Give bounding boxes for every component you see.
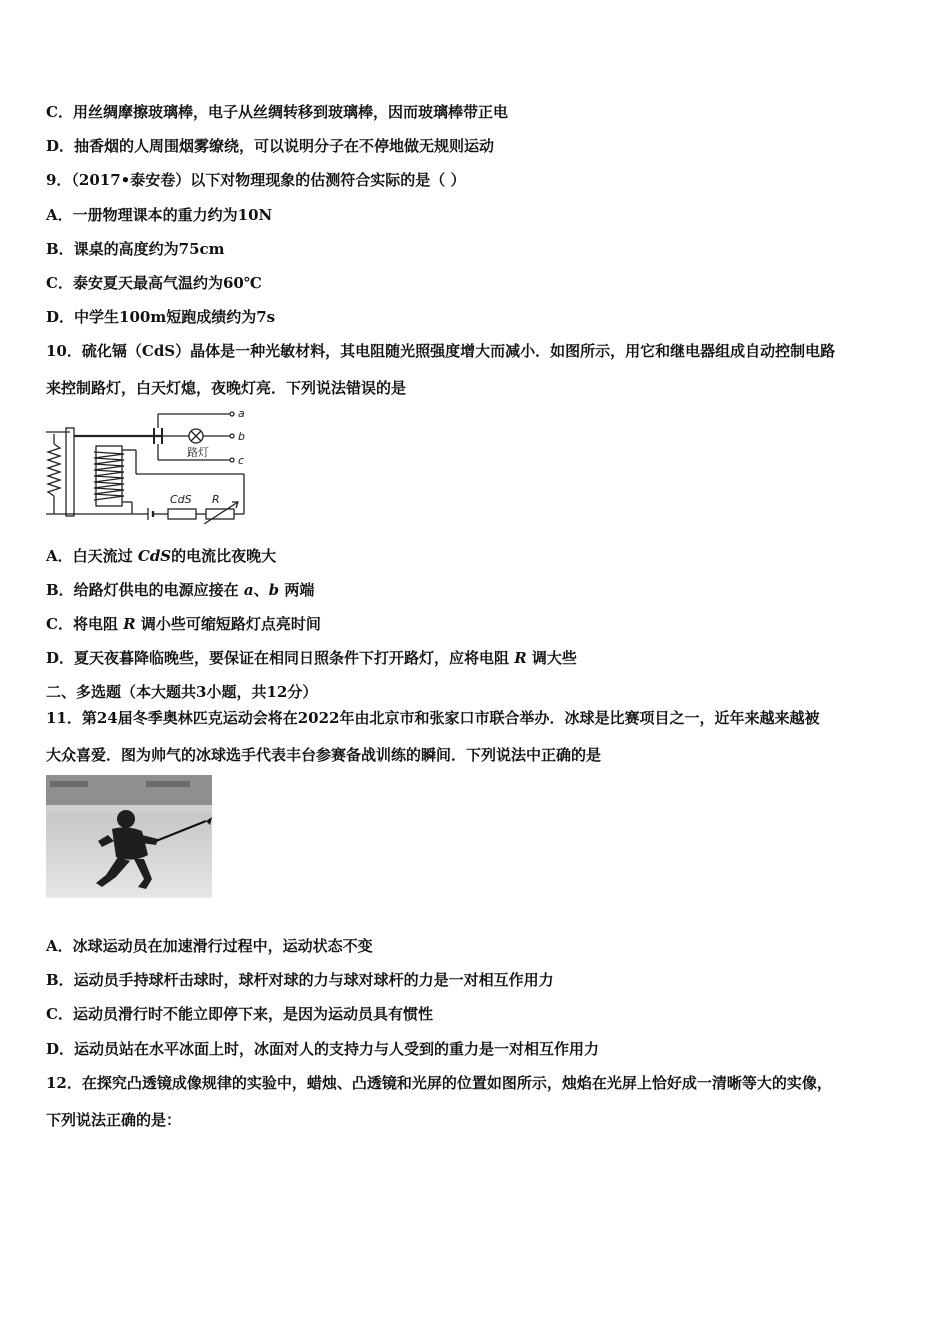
q9-option-d: D．中学生100m短跑成绩约为7s <box>46 308 276 326</box>
q8-option-d: D．抽香烟的人周围烟雾缭绕，可以说明分子在不停地做无规则运动 <box>46 137 495 155</box>
q10-option-d: D．夏天夜暮降临晚些，要保证在相同日照条件下打开路灯，应将电阻 R 调大些 <box>46 649 577 667</box>
q11-option-c: C．运动员滑行时不能立即停下来，是因为运动员具有惯性 <box>46 1005 433 1023</box>
r-label: R <box>212 493 220 506</box>
q11-option-d: D．运动员站在水平冰面上时，冰面对人的支持力与人受到的重力是一对相互作用力 <box>46 1040 600 1058</box>
q9-stem: 9．（2017•泰安卷）以下对物理现象的估测符合实际的是（ ） <box>46 171 466 189</box>
section-heading-multiple-choice: 二、多选题（本大题共3小题，共12分） <box>46 683 318 701</box>
q11-option-b: B．运动员手持球杆击球时，球杆对球的力与球对球杆的力是一对相互作用力 <box>46 971 554 989</box>
cds-label: CdS <box>170 493 192 506</box>
lamp-label: 路灯 <box>187 446 209 459</box>
q12-stem-line2: 下列说法正确的是： <box>46 1111 182 1129</box>
spring <box>48 444 60 496</box>
q10-option-a: A．白天流过 CdS的电流比夜晚大 <box>46 547 277 565</box>
q9-option-a: A．一册物理课本的重力约为10N <box>46 206 273 224</box>
q12-stem-line1: 12．在探究凸透镜成像规律的实验中，蜡烛、凸透镜和光屏的位置如图所示，烛焰在光屏上恰好成一清晰等大的实像， <box>46 1074 832 1092</box>
terminal-c-label: c <box>238 454 245 467</box>
ice-hockey-player-photo <box>46 775 212 898</box>
q9-option-c: C．泰安夏天最高气温约为60℃ <box>46 274 262 292</box>
terminal-b-label: b <box>238 430 245 443</box>
q11-option-a: A．冰球运动员在加速滑行过程中，运动状态不变 <box>46 937 373 955</box>
q9-option-b: B．课桌的高度约为75cm <box>46 240 225 258</box>
q10-stem-line2: 来控制路灯，白天灯熄，夜晚灯亮．下列说法错误的是 <box>46 379 407 397</box>
relay-circuit-diagram <box>44 406 254 524</box>
q10-stem-line1: 10．硫化镉（CdS）晶体是一种光敏材料，其电阻随光照强度增大而减小．如图所示，用它和继电器组成自动控制电路 <box>46 342 836 360</box>
electromagnet-coil <box>94 452 124 500</box>
variable-resistor-arrow <box>204 502 238 524</box>
terminal-b <box>230 434 234 438</box>
terminal-c <box>230 458 234 462</box>
q11-stem-line2: 大众喜爱．图为帅气的冰球选手代表丰台参赛备战训练的瞬间．下列说法中正确的是 <box>46 746 602 764</box>
q11-stem-line1: 11．第24届冬季奥林匹克运动会将在2022年由北京市和张家口市联合举办．冰球是比赛项目之一，近年来越来越被 <box>46 709 820 727</box>
cds-resistor <box>168 509 196 519</box>
terminal-a <box>230 412 234 416</box>
q8-option-c: C．用丝绸摩擦玻璃棒，电子从丝绸转移到玻璃棒，因而玻璃棒带正电 <box>46 103 508 121</box>
relay-frame <box>66 428 74 516</box>
terminal-a-label: a <box>238 407 245 420</box>
q10-option-b: B．给路灯供电的电源应接在 a、b 两端 <box>46 581 315 599</box>
q10-option-c: C．将电阻 R 调小些可缩短路灯点亮时间 <box>46 615 321 633</box>
